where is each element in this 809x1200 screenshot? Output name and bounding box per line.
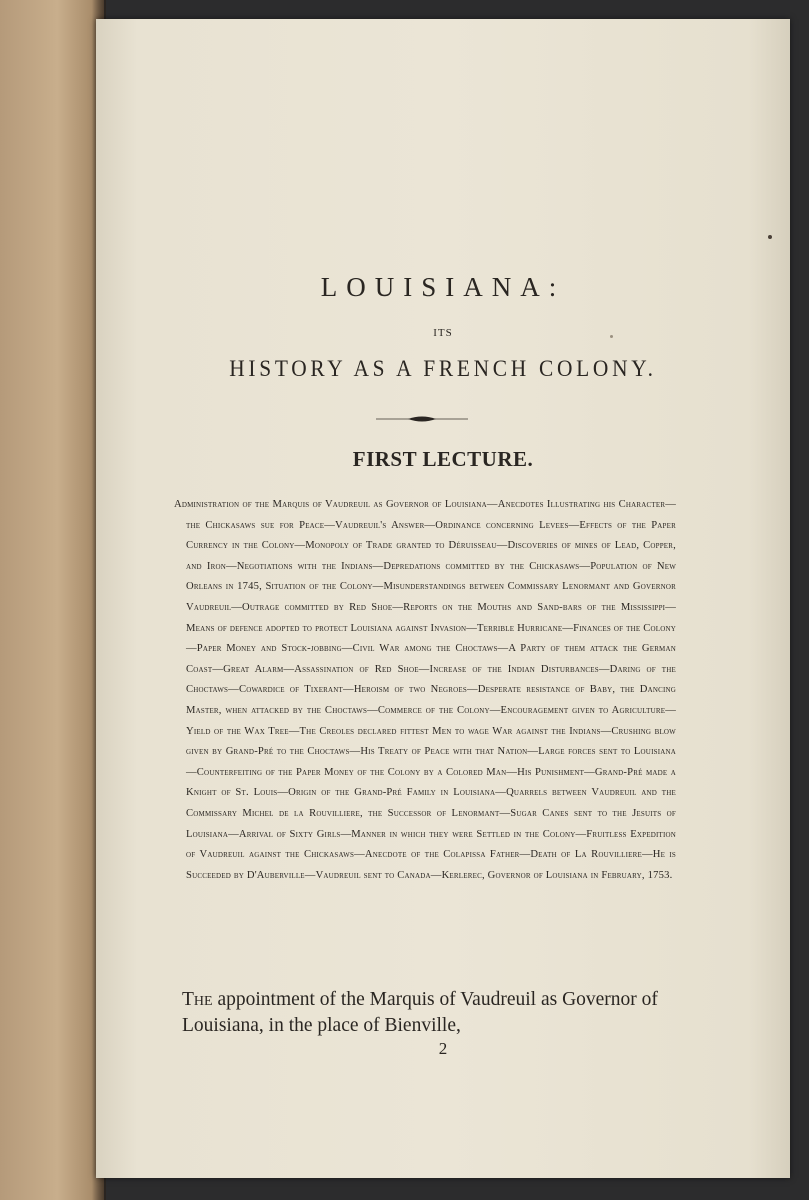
body-paragraph [182,987,682,1039]
synopsis-text: Administration of the Marquis of Vaudreuil as Governor of Louisiana—Anecdotes Illustrating his Character—the Chickasaws sue for Peace—Vaudreuil's Answer—Ordinance concerning Levees—Effects of the Paper Currency in the Colony—Monopoly of Trade granted to Déruisseau—Discoveries of mines of Lead, Copper, and Iron—Negotiations with the Indians—Depredations committed by the Chickasaws—Population of New Orleans in 1745, Situation of the Colony—Misunderstandings between Commissary Lenormant and Governor Vaudreuil—Outrage committed by Red Shoe—Reports on the Mouths and Sand-bars of the Mississippi—Means of defence adopted to protect Louisiana against Invasion—Terrible Hurricane—Finances of the Colony—Paper Money and Stock-jobbing—Civil War among the Choctaws—A Party of them attack the German Coast—Great Alarm—Assassination of Red Shoe—Increase of the Indian Disturbances—Daring of the Choctaws—Cowardice of Tixerant—Heroism of two Negroes—Desperate resistance of Baby, the Dancing Master, when attacked by the Choctaws—Commerce of the Colony—Encouragement given to Agriculture—Yield of the Wax Tree—The Creoles declared fittest Men to wage War against the Indians—Crushing blow given by Grand-Pré to the Choctaws—His Treaty of Peace with that Nation—Large forces sent to Louisiana—Counterfeiting of the Paper Money of the Colony by a Colored Man—His Punishment—Grand-Pré made a Knight of St. Louis—Origin of the Grand-Pré Family in Louisiana—Quarrels between Vaudreuil and the Commissary Michel de la Rouvilliere, the Successor of Lenormant—Sugar Canes sent to the Jesuits of Louisiana—Arrival of Sixty Girls—Manner in which they were Settled in the Colony—Fruitless Expedition of Vaudreuil against the Chickasaws—Anecdote of the Colapissa Father—Death of La Rouvilliere—He is Succeeded by D'Auberville—Vaudreuil sent to Canada—Kerlerec, Governor of Louisiana in February, 1753. [174,499,676,881]
book-subtitle: HISTORY AS A FRENCH COLONY. [229,356,657,381]
facing-page-edge [0,0,104,1200]
body-dropcap: The [182,989,213,1010]
lecture-synopsis [174,495,676,886]
page-number: 2 [438,1039,448,1058]
book-page [96,19,790,1178]
page-speck [768,235,772,239]
lecture-heading: FIRST LECTURE. [352,447,534,471]
title-connector: ITS [433,327,453,339]
body-text: appointment of the Marquis of Vaudreuil as Governor of Louisiana, in the place of Bienville, [182,989,658,1036]
book-title: LOUISIANA: [320,272,566,302]
rule-ornament-icon [374,412,470,426]
